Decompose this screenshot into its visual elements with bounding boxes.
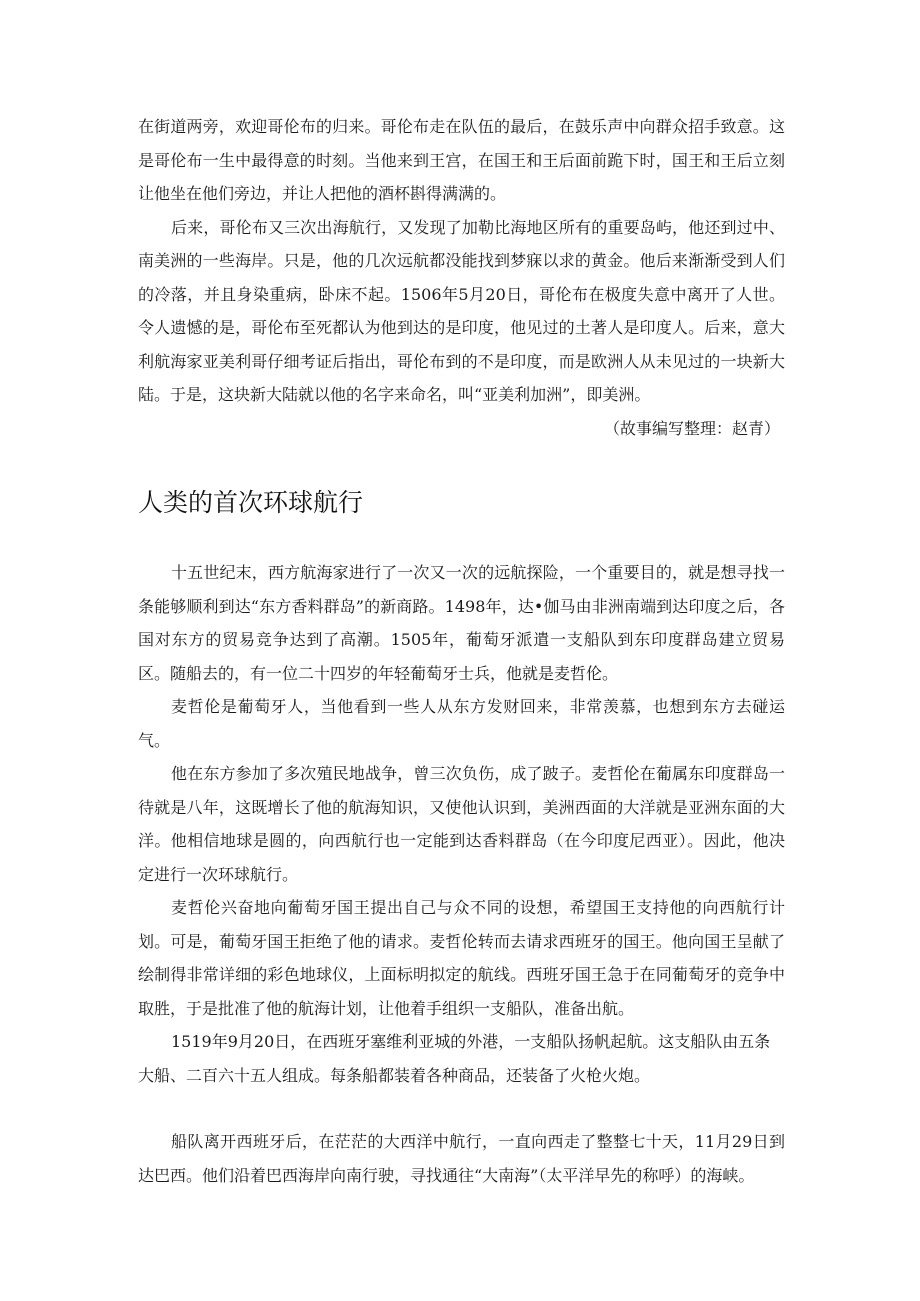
section-title: 人类的首次环球航行 xyxy=(138,488,364,517)
paragraph-atlantic-crossing: 船队离开西班牙后，在茫茫的大西洋中航行，一直向西走了整整七十天，11月29日到达巴西。他们沿着巴西海岸向南行驶，寻找通往“大南海”（太平洋早先的称呼）的海峡。 xyxy=(138,1132,785,1185)
paragraph-magellan-proposal: 麦哲伦兴奋地向葡萄牙国王提出自己与众不同的设想，希望国王支持他的向西航行计划。可是，葡萄牙国王拒绝了他的请求。麦哲伦转而去请求西班牙的国王。他向国王呈献了绘制得非常详细的彩色地球仪，上面标明拟定的航线。西班牙国王急于在同葡萄牙的竞争中取胜，于是批准了他的航海计划，让他着手组织一支船队，准备出航。 xyxy=(138,898,785,1018)
paragraph-columbus-return: 在街道两旁，欢迎哥伦布的归来。哥伦布走在队伍的最后，在鼓乐声中向群众招手致意。这是哥伦布一生中最得意的时刻。当他来到王宫，在国王和王后面前跪下时，国王和王后立刻让他坐在他们旁边，并让人把他的酒杯斟得满满的。 xyxy=(138,117,785,203)
paragraph-magellan-origin: 麦哲伦是葡萄牙人，当他看到一些人从东方发财回来，非常羡慕，也想到东方去碰运气。 xyxy=(138,697,785,750)
document-page xyxy=(138,110,785,1192)
paragraph-columbus-later-voyages: 后来，哥伦布又三次出海航行，又发现了加勒比海地区所有的重要岛屿，他还到过中、南美洲的一些海岸。只是，他的几次远航都没能找到梦寐以求的黄金。他后来渐渐受到人们的冷落，并且身染重病，卧床不起。1506年5月20日，哥伦布在极度失意中离开了人世。令人遗憾的是，哥伦布至死都认为他到达的是印度，他见过的土著人是印度人。后来，意大利航海家亚美利哥仔细考证后指出，哥伦布到的不是印度，而是欧洲人从未见过的一块新大陆。于是，这块新大陆就以他的名字来命名，叫“亚美利加洲”，即美洲。 xyxy=(138,217,785,404)
story-attribution: （故事编写整理：赵青） xyxy=(603,418,780,438)
paragraph-magellan-east: 他在东方参加了多次殖民地战争，曾三次负伤，成了跛子。麦哲伦在葡属东印度群岛一待就是八年，这既增长了他的航海知识，又使他认识到，美洲西面的大洋就是亚洲东面的大洋。他相信地球是圆的，向西航行也一定能到达香料群岛（在今印度尼西亚）。因此，他决定进行一次环球航行。 xyxy=(138,764,785,884)
paragraph-spice-route: 十五世纪末，西方航海家进行了一次又一次的远航探险，一个重要目的，就是想寻找一条能够顺利到达“东方香料群岛”的新商路。1498年，达•伽马由非洲南端到达印度之后，各国对东方的贸易竞争达到了高潮。1505年，葡萄牙派遣一支船队到东印度群岛建立贸易区。随船去的，有一位二十四岁的年轻葡萄牙士兵，他就是麦哲伦。 xyxy=(138,563,785,683)
paragraph-fleet-composition: 大船、二百六十五人组成。每条船都装着各种商品，还装备了火枪火炮。 xyxy=(138,1065,651,1085)
paragraph-fleet-departure: 1519年9月20日，在西班牙塞维利亚城的外港，一支船队扬帆起航。这支船队由五条 xyxy=(171,1032,771,1051)
